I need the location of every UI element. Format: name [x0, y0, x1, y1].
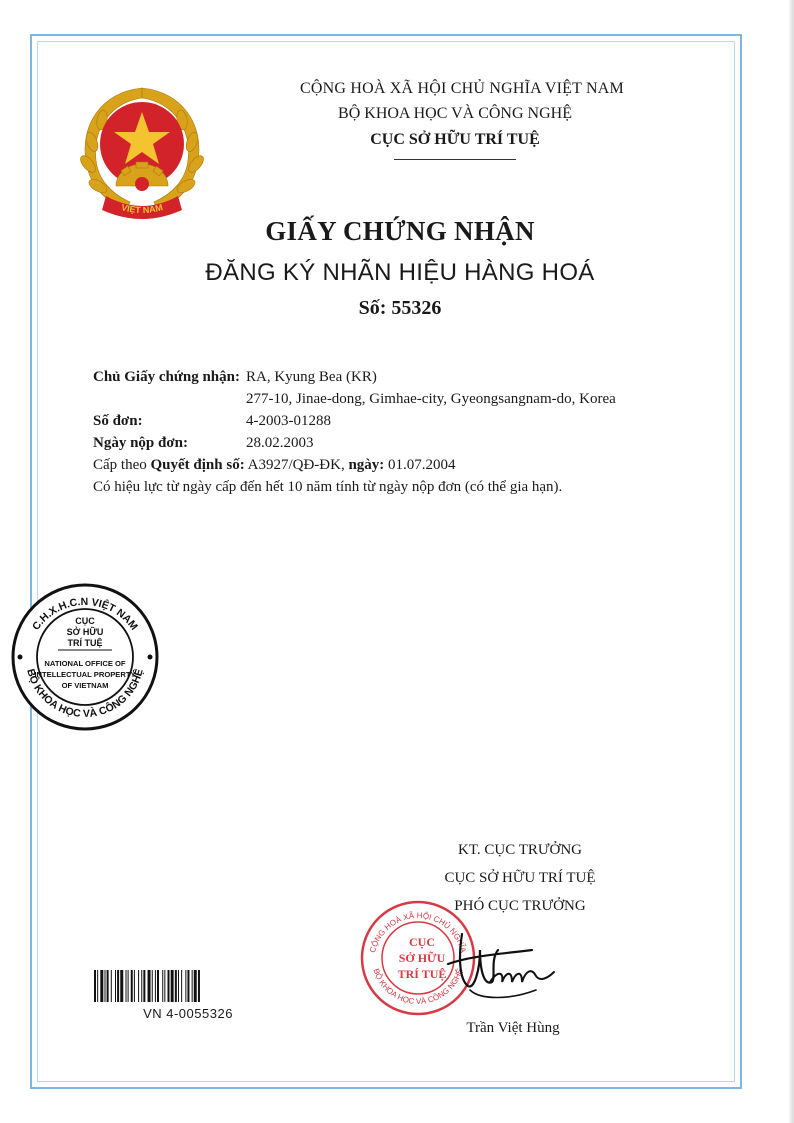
signature-title-1: KT. CỤC TRƯỞNG [457, 842, 582, 858]
filing-date-value: 28.02.2003 [246, 435, 314, 451]
certificate-details [93, 366, 733, 498]
seal-right-center-2: SỞ HỮU [398, 951, 446, 965]
decision-label: Quyết định số: [150, 457, 245, 473]
decision-prefix: Cấp theo [93, 457, 151, 473]
title-block [100, 214, 700, 321]
barcode-number: VN 4-0055326 [143, 1006, 233, 1021]
seal-right-center-3: TRÍ TUỆ [397, 967, 447, 981]
office-seal-stamp [8, 580, 162, 734]
document-header [300, 78, 624, 160]
holder-address-row [93, 388, 733, 410]
barcode [94, 970, 282, 1002]
validity-row [93, 476, 733, 498]
emblem-ribbon-text: VIỆT NAM [120, 202, 164, 216]
application-number-label: Số đơn: [93, 413, 143, 429]
decision-value: A3927/QĐ-ĐK, [244, 457, 349, 473]
certificate-subtitle: ĐĂNG KÝ NHÃN HIỆU HÀNG HOÁ [205, 259, 595, 286]
office-name: CỤC SỞ HỮU TRÍ TUỆ [370, 131, 540, 148]
certificate-title: GIẤY CHỨNG NHẬN [265, 216, 535, 246]
seal-right-bottom-text: BỘ KHOA HỌC VÀ CÔNG NGHỆ [371, 967, 465, 1007]
seal-left-center-1: CỤC [75, 616, 95, 626]
holder-value: RA, Kyung Bea (KR) [246, 369, 377, 385]
filing-date-label: Ngày nộp đơn: [93, 435, 189, 451]
application-number-row [93, 410, 733, 432]
seal-left-english-3: OF VIETNAM [61, 681, 109, 690]
signer-name: Trần Việt Hùng [466, 1020, 560, 1036]
signature-title-3: PHÓ CỤC TRƯỞNG [454, 898, 586, 914]
holder-row [93, 366, 733, 388]
holder-label: Chủ Giấy chứng nhận: [93, 369, 240, 385]
validity-text: Có hiệu lực từ ngày cấp đến hết 10 năm tính từ ngày nộp đơn (có thể gia hạn). [93, 479, 563, 495]
ministry-name: BỘ KHOA HỌC VÀ CÔNG NGHỆ [338, 105, 572, 122]
seal-right-top-text: CỘNG HOÀ XÃ HỘI CHỦ NGHĨA [368, 910, 468, 954]
handwritten-signature [440, 920, 560, 1008]
seal-left-center-3: TRÍ TUỆ [67, 638, 103, 648]
filing-date-row [93, 432, 733, 454]
seal-right-center-1: CỤC [409, 935, 435, 949]
seal-left-english-2: INTELLECTUAL PROPERTY [34, 670, 136, 679]
seal-left-top-text: C.H.X.H.C.N VIỆT NAM [30, 595, 140, 633]
seal-left-english-1: NATIONAL OFFICE OF [44, 659, 126, 668]
national-emblem [72, 82, 212, 224]
signature-title-2: CỤC SỞ HỮU TRÍ TUỆ [444, 870, 596, 886]
page-edge [788, 0, 794, 1123]
decision-row [93, 454, 733, 476]
decision-date-value: 01.07.2004 [384, 457, 456, 473]
seal-left-center-2: SỞ HỮU [66, 627, 104, 637]
seal-left-bottom-text: BỘ KHOA HỌC VÀ CÔNG NGHỆ [24, 667, 146, 721]
certificate-number: Số: 55326 [358, 297, 442, 319]
decision-date-label: ngày: [348, 457, 385, 473]
header-divider [394, 159, 516, 160]
country-name: CỘNG HOÀ XÃ HỘI CHỦ NGHĨA VIỆT NAM [300, 80, 624, 97]
application-number-value: 4-2003-01288 [246, 413, 331, 429]
holder-address: 277-10, Jinae-dong, Gimhae-city, Gyeongsangnam-do, Korea [246, 391, 616, 407]
